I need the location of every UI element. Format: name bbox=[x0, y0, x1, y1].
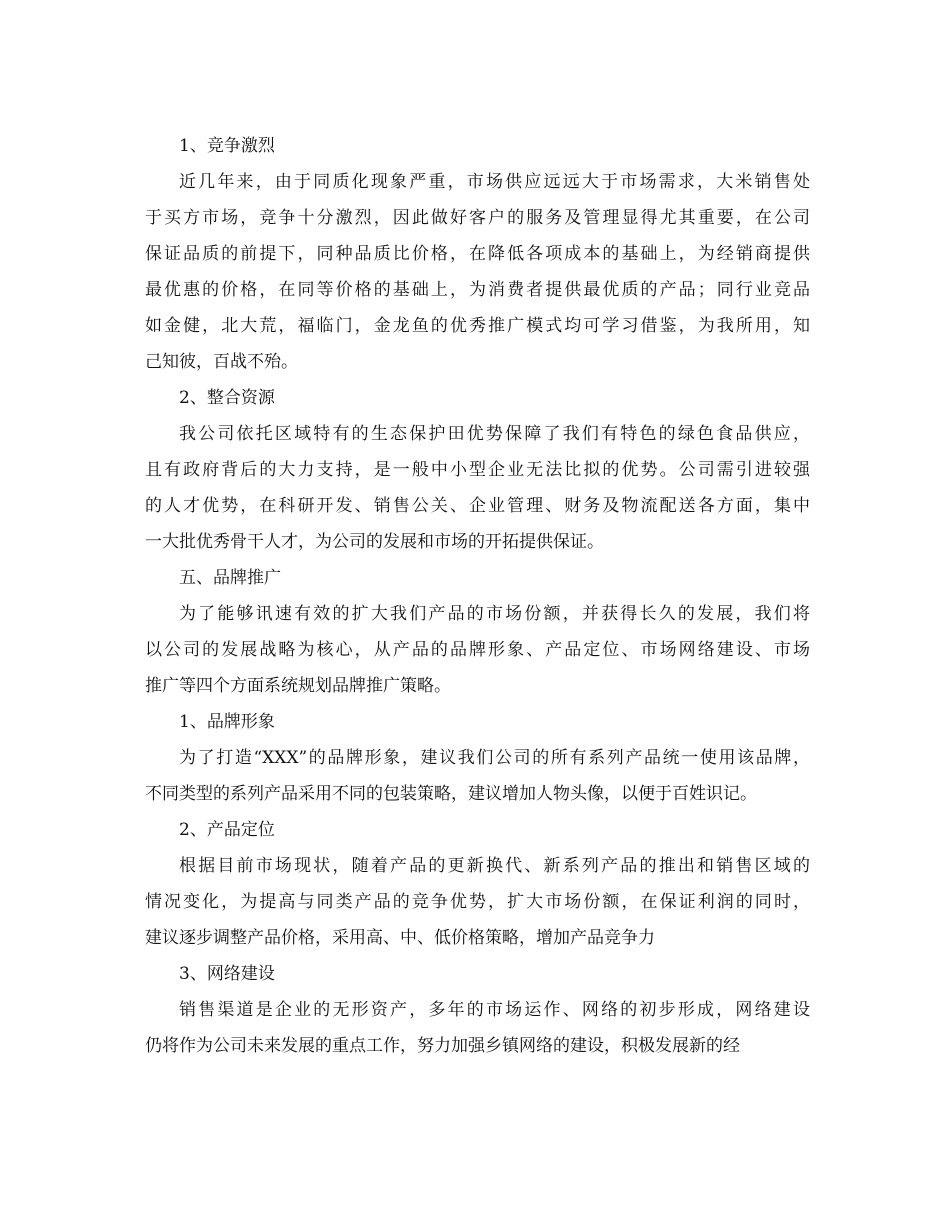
paragraph-line: 为了能够讯速有效的扩大我们产品的市场份额，并获得长久的发展，我们将 bbox=[179, 604, 810, 624]
paragraph-line: 且有政府背后的大力支持，是一般中小型企业无法比拟的优势。公司需引进较强 bbox=[145, 460, 810, 480]
paragraph-line: 为了打造“XXX”的品牌形象，建议我们公司的所有系列产品统一使用该品牌， bbox=[179, 748, 810, 768]
paragraph-line: 保证品质的前提下，同种品质比价格，在降低各项成本的基础上，为经销商提供 bbox=[145, 244, 810, 264]
paragraph-line: 不同类型的系列产品采用不同的包装策略，建议增加人物头像，以便于百姓识记。 bbox=[145, 784, 757, 804]
section-heading: 五、品牌推广 bbox=[179, 568, 281, 588]
section-heading: 1、竞争激烈 bbox=[179, 136, 275, 156]
paragraph-line: 销售渠道是企业的无形资产，多年的市场运作、网络的初步形成，网络建设 bbox=[179, 1000, 810, 1020]
paragraph-line: 以公司的发展战略为核心，从产品的品牌形象、产品定位、市场网络建设、市场 bbox=[145, 640, 810, 660]
paragraph-line: 情况变化，为提高与同类产品的竞争优势，扩大市场份额，在保证利润的同时， bbox=[145, 892, 810, 912]
section-heading: 3、网络建设 bbox=[179, 964, 275, 984]
paragraph-line: 如金健，北大荒，福临门，金龙鱼的优秀推广模式均可学习借鉴，为我所用，知 bbox=[145, 316, 810, 336]
paragraph-line: 最优惠的价格，在同等价格的基础上，为消费者提供最优质的产品；同行业竞品 bbox=[145, 280, 810, 300]
paragraph-line: 根据目前市场现状，随着产品的更新换代、新系列产品的推出和销售区域的 bbox=[179, 856, 810, 876]
document-body bbox=[145, 128, 810, 1064]
paragraph-line: 建议逐步调整产品价格，采用高、中、低价格策略，增加产品竞争力 bbox=[145, 928, 655, 948]
paragraph-line: 的人才优势，在科研开发、销售公关、企业管理、财务及物流配送各方面，集中 bbox=[145, 496, 810, 516]
paragraph-line: 一大批优秀骨干人才，为公司的发展和市场的开拓提供保证。 bbox=[145, 532, 604, 552]
section-heading: 2、产品定位 bbox=[179, 820, 275, 840]
paragraph-line: 近几年来，由于同质化现象严重，市场供应远远大于市场需求，大米销售处 bbox=[179, 172, 810, 192]
paragraph-line: 己知彼，百战不殆。 bbox=[145, 352, 298, 372]
section-heading: 2、整合资源 bbox=[179, 388, 275, 408]
paragraph-line: 于买方市场，竞争十分激烈，因此做好客户的服务及管理显得尤其重要，在公司 bbox=[145, 208, 810, 228]
section-heading: 1、品牌形象 bbox=[179, 712, 275, 732]
paragraph-line: 推广等四个方面系统规划品牌推广策略。 bbox=[145, 676, 451, 696]
paragraph-line: 仍将作为公司未来发展的重点工作，努力加强乡镇网络的建设，积极发展新的经 bbox=[145, 1036, 740, 1056]
paragraph-line: 我公司依托区域特有的生态保护田优势保障了我们有特色的绿色食品供应， bbox=[179, 424, 810, 444]
